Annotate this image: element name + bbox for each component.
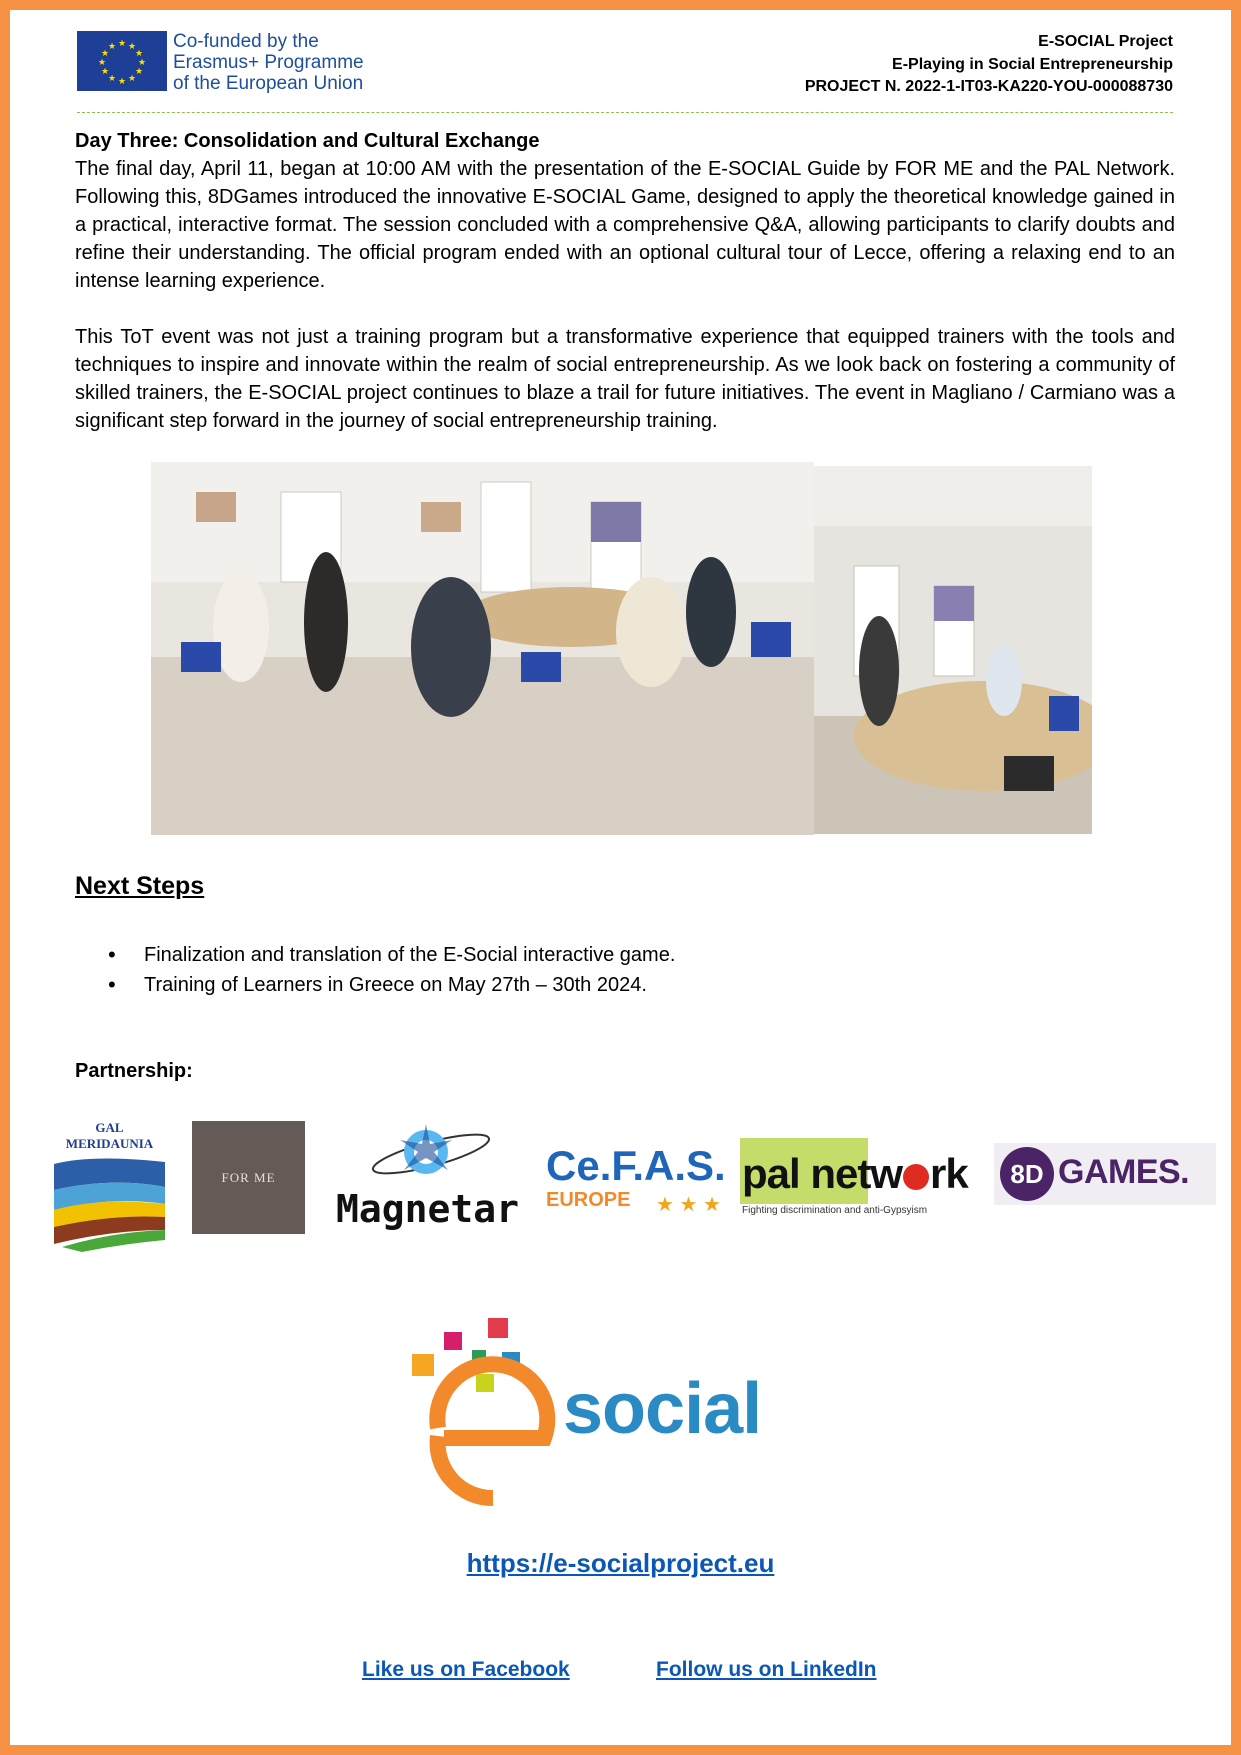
list-item: • Training of Learners in Greece on May 27th – 30th 2024. [108, 970, 675, 1000]
magnetar-text: Magnetar [336, 1187, 520, 1231]
svg-text:★: ★ [117, 76, 127, 86]
next-steps-heading: Next Steps [75, 872, 205, 900]
cefas-logo [546, 1144, 726, 1234]
svg-text:★: ★ [134, 48, 144, 58]
project-subtitle: E-Playing in Social Entrepreneurship [892, 55, 1173, 73]
linkedin-link[interactable]: Follow us on LinkedIn [656, 1658, 877, 1681]
stars-icon: ★ ★ ★ [656, 1194, 721, 1216]
e-social-logo [398, 1318, 818, 1518]
8d-games-text: GAMES. [1058, 1153, 1190, 1191]
summary-paragraph: This ToT event was not just a training program but a transformative experience that equipped trainers with the tools and techniques to inspire and innovate within the realm of social entrepreneurship. As we look back on fostering a community of skilled trainers, the E-SOCIAL project continues to blaze a trail for future initiatives. The event in Magliano / Carmiano was a significant step forward in the journey of social entrepreneurship training. [75, 326, 1175, 432]
cefas-text: Ce.F.A.S. [546, 1142, 726, 1189]
pal-network-wordmark [742, 1150, 968, 1198]
svg-text:★: ★ [117, 38, 127, 48]
wheel-icon [903, 1164, 929, 1190]
eu-stars-icon [77, 31, 167, 91]
partnership-heading: Partnership: [75, 1060, 193, 1082]
next-steps-list [108, 940, 675, 1000]
project-header [805, 31, 1173, 99]
pal-network-text-tail: rk [930, 1150, 968, 1197]
day-three-section [75, 127, 1175, 295]
landscape-icon [52, 1152, 167, 1252]
list-item: • Finalization and translation of the E-Social interactive game. [108, 940, 675, 970]
pal-network-text: pal netw [742, 1150, 903, 1197]
workshop-photo-left [151, 462, 814, 835]
day-three-heading: Day Three: Consolidation and Cultural Exchange [75, 130, 540, 152]
e-social-wordmark: social [563, 1369, 762, 1449]
header-divider [77, 112, 1173, 113]
facebook-link[interactable]: Like us on Facebook [362, 1658, 570, 1681]
for-me-logo [192, 1121, 305, 1234]
svg-text:★: ★ [134, 66, 144, 76]
eu-line-2: Erasmus+ Programme [173, 52, 364, 73]
svg-text:★: ★ [127, 41, 137, 51]
8d-badge: 8D [1000, 1147, 1054, 1201]
pal-network-tagline: Fighting discrimination and anti-Gypsyism [742, 1205, 928, 1216]
project-name: E-SOCIAL Project [1038, 33, 1173, 50]
document-page [10, 10, 1231, 1745]
cefas-europe-text: EUROPE [546, 1189, 631, 1211]
svg-text:★: ★ [97, 57, 107, 67]
workshop-photo-right [814, 466, 1092, 834]
svg-text:★: ★ [107, 41, 117, 51]
star-burst-icon [336, 1122, 521, 1182]
project-number: PROJECT N. 2022-1-IT03-KA220-YOU-000088730 [804, 78, 1173, 95]
svg-text:★: ★ [107, 73, 117, 83]
eu-line-1: Co-funded by the [173, 31, 319, 52]
eu-flag-logo [77, 31, 167, 91]
svg-text:★: ★ [100, 48, 110, 58]
magnetar-logo [336, 1122, 521, 1234]
svg-text:★: ★ [100, 66, 110, 76]
day-three-paragraph: The final day, April 11, began at 10:00 AM with the presentation of the E-SOCIAL Guide by FOR ME and the PAL Network. Following this, 8DGames introduced the innovative E-SOCIAL Game, designed to apply the theoretical knowledge gained in a practical, interactive format. The session concluded with a comprehensive Q&A, allowing participants to clarify doubts and refine their understanding. The official program ended with an optional cultural tour of Lecce, offering a relaxing end to an intense learning experience. [75, 158, 1175, 292]
gal-meridaunia-logo [52, 1120, 167, 1240]
website-link[interactable]: https://e-socialproject.eu [466, 1548, 775, 1578]
svg-text:★: ★ [137, 57, 147, 67]
for-me-text: FOR ME [221, 1169, 276, 1185]
eu-cofunded-text [173, 31, 373, 94]
eu-line-3: of the European Union [173, 73, 364, 94]
gal-meridaunia-text: GAL MERIDAUNIA [65, 1120, 154, 1151]
8d-games-logo [994, 1143, 1216, 1205]
svg-text:★: ★ [127, 73, 137, 83]
pal-network-logo [740, 1138, 988, 1224]
